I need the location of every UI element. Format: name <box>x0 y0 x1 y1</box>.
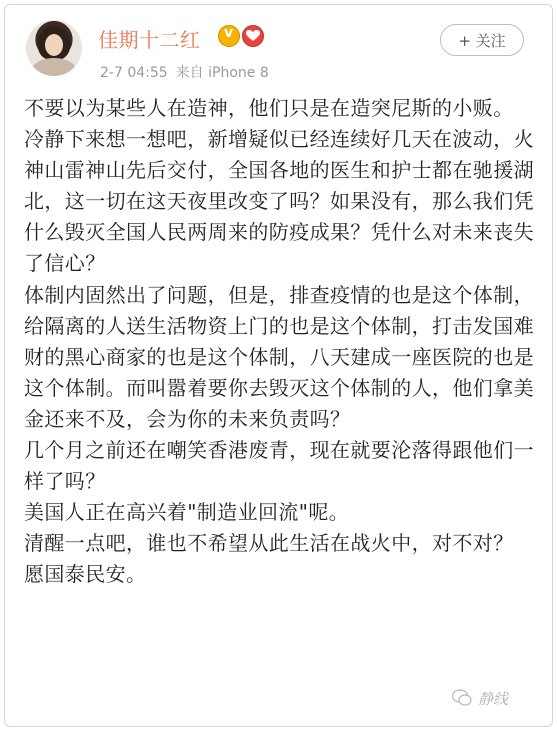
paragraph: 愿国泰民安。 <box>24 562 147 587</box>
paragraph: 不要以为某些人在造神，他们只是在造突尼斯的小贩。 <box>24 96 514 120</box>
watermark: 静线 <box>478 690 509 708</box>
paragraph: 体制内固然出了问题，但是，排查疫情的也是这个体制，给隔离的人送生活物资上门的也是这个体制，打击发国难财的黑心商家的也是这个体制，八天建成一座医院的也是这个体制。而叫嚣着要你去毁灭这个体制的人，他们拿美金还来不及，会为你的未来负责吗？ <box>24 282 534 431</box>
heart-badge-icon <box>242 25 264 47</box>
paragraph: 清醒一点吧，谁也不希望从此生活在战火中，对不对？ <box>24 531 514 556</box>
avatar[interactable] <box>26 20 82 76</box>
username[interactable]: 佳期十二红 <box>98 28 201 52</box>
paragraph: 冷静下来想一想吧，新增疑似已经连续好几天在波动，火神山雷神山先后交付，全国各地的医生和护士都在驰援湖北，这一切在这天夜里改变了吗？如果没有，那么我们凭什么毁灭全国人民两周来的防疫成果？凭什么对未来丧失了信心？ <box>24 127 534 276</box>
wechat-icon <box>452 689 472 707</box>
paragraph: 几个月之前还在嘲笑香港废青，现在就要沦落得跟他们一样了吗？ <box>24 438 534 494</box>
post-meta <box>100 62 277 82</box>
paragraph: 美国人正在高兴着"制造业回流"呢。 <box>24 500 350 525</box>
post-content <box>24 93 536 591</box>
verified-badge-icon <box>218 25 240 47</box>
follow-button[interactable]: + 关注 <box>440 24 524 56</box>
post-time: 2-7 04:55 <box>100 65 168 81</box>
post-source: 来自 iPhone 8 <box>175 65 269 81</box>
